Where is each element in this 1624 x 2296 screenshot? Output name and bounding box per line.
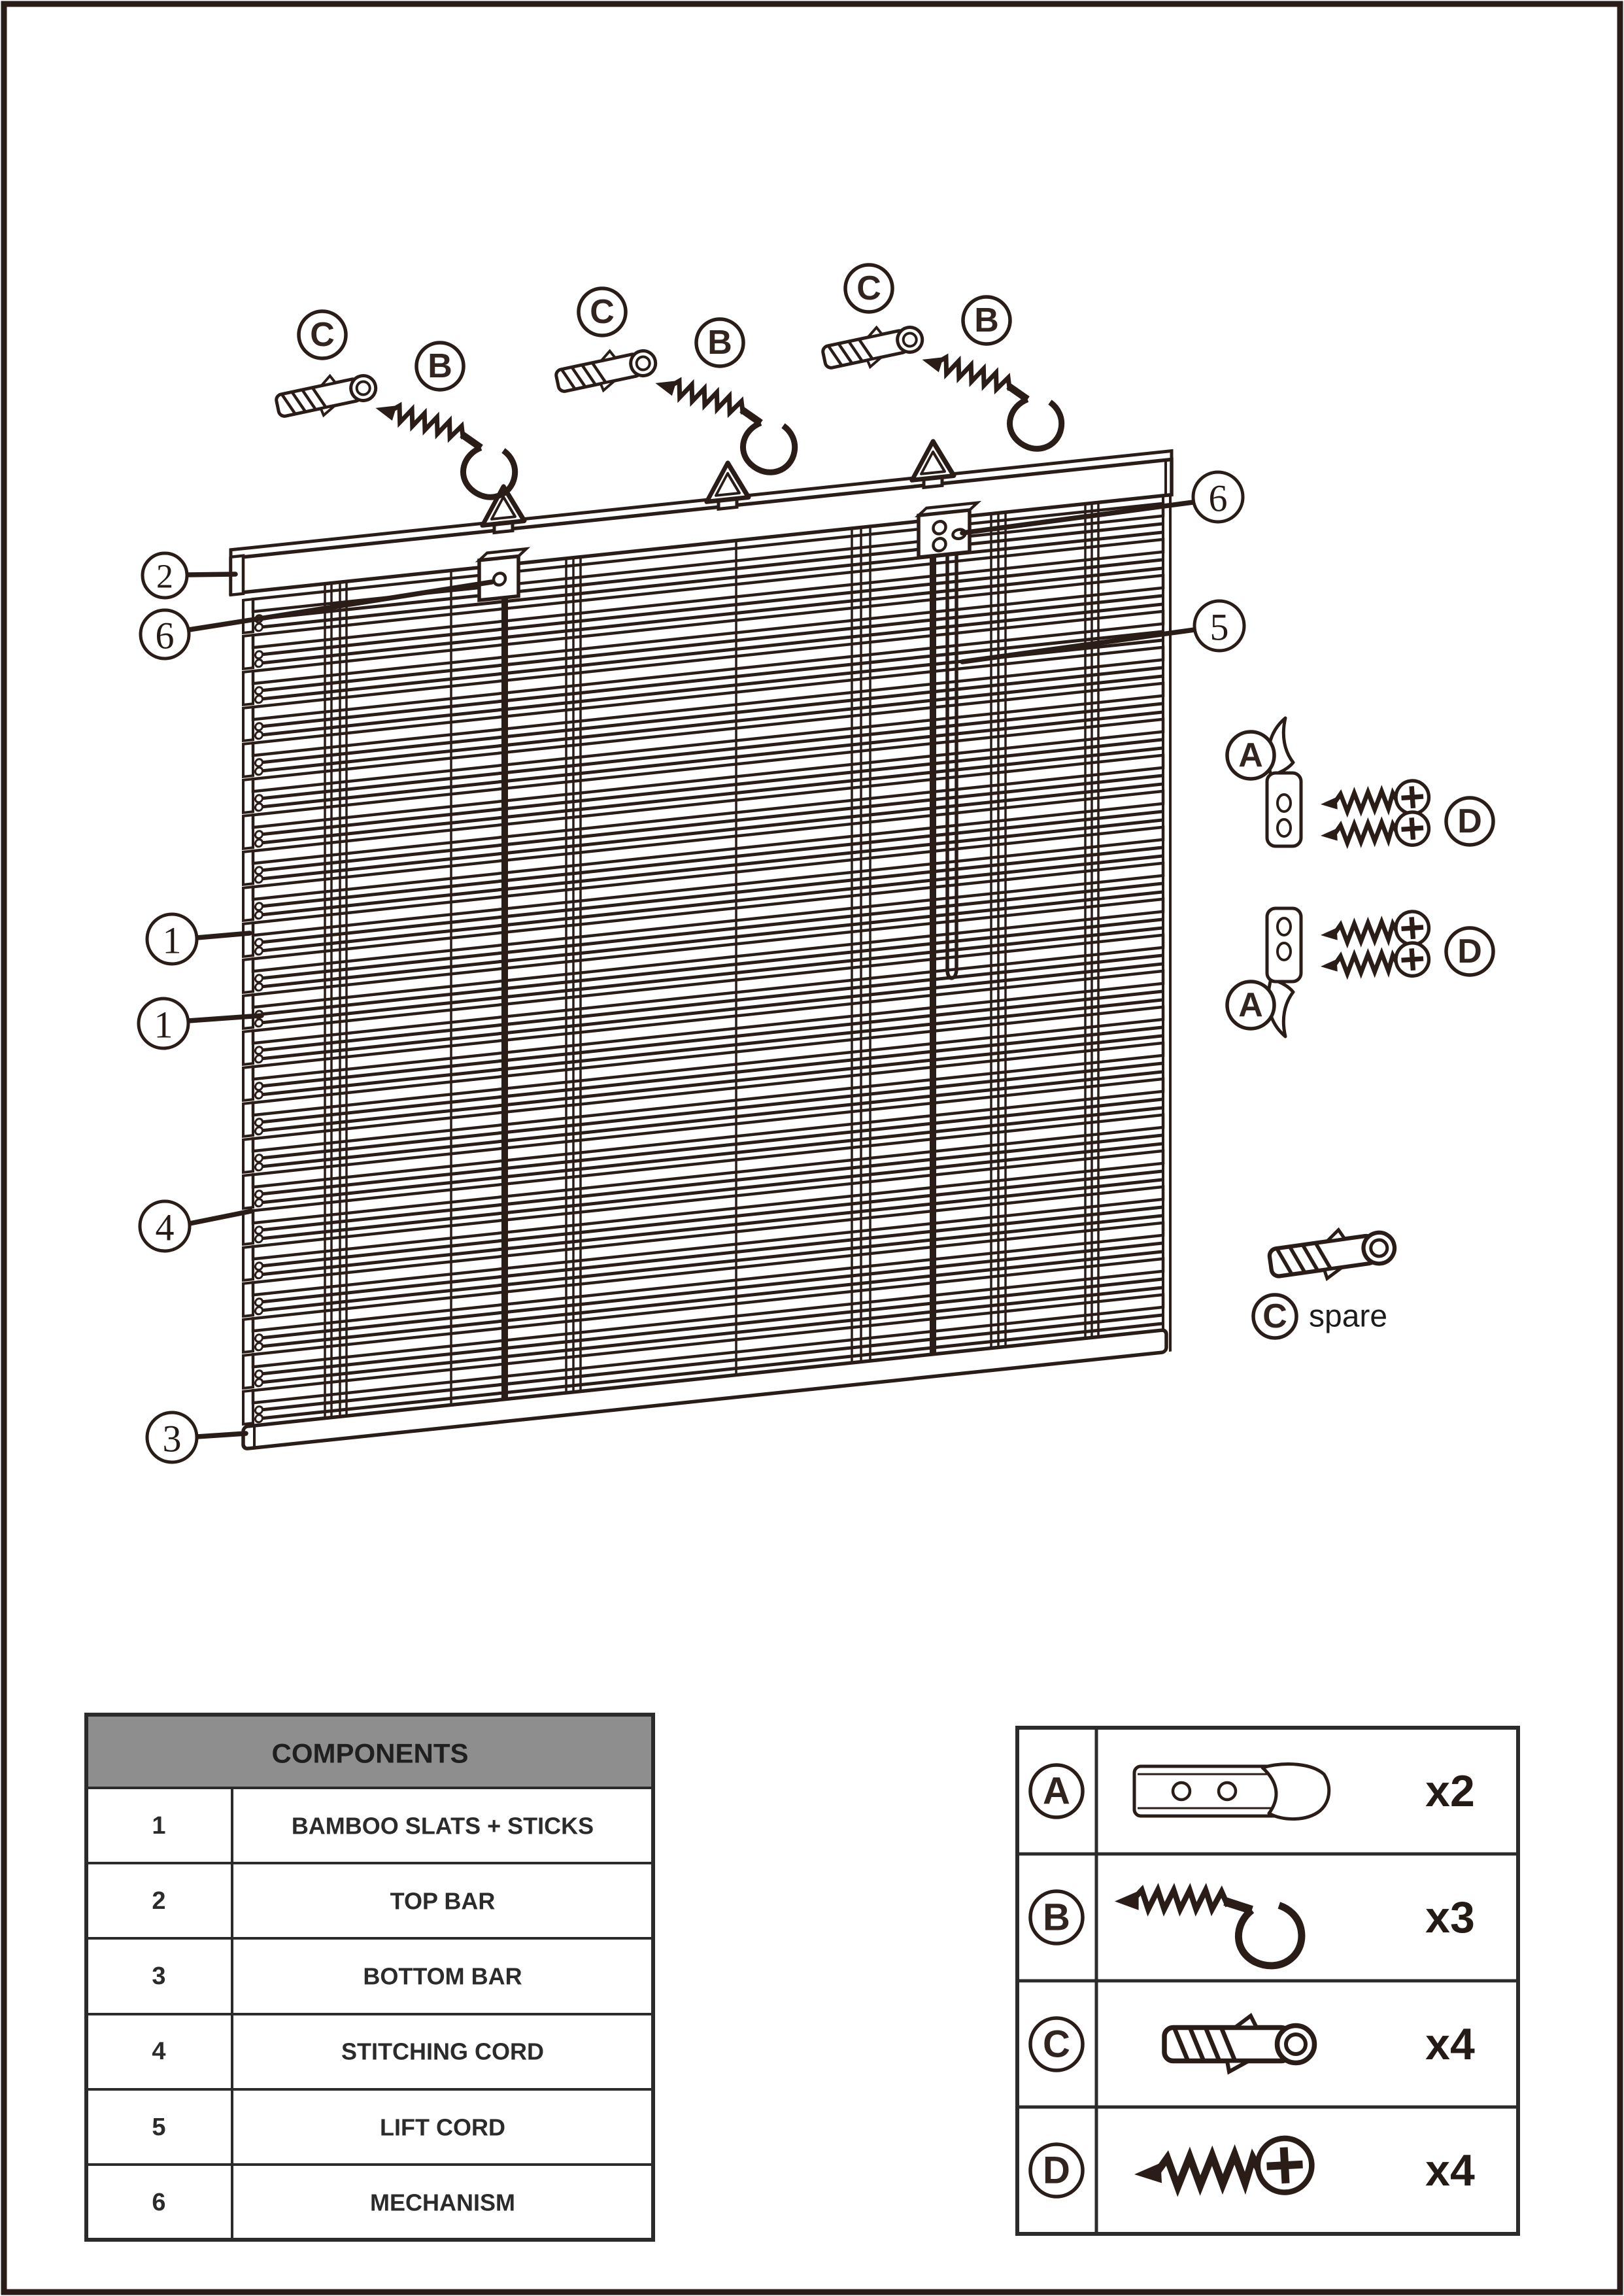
component-name: BOTTOM BAR — [363, 1962, 522, 1990]
component-num: 5 — [152, 2114, 166, 2141]
callout-hook-3 — [963, 297, 1010, 344]
component-num: 3 — [152, 1962, 166, 1990]
hardware-qty-b: x3 — [1425, 1893, 1475, 1942]
hardware-table — [1017, 1728, 1518, 2234]
spare-wall-anchor — [1267, 1222, 1397, 1286]
component-num: 4 — [152, 2038, 166, 2065]
component-name: TOP BAR — [390, 1887, 496, 1915]
callout-anchor-1 — [299, 311, 346, 358]
spare-text: spare — [1309, 1299, 1388, 1334]
bamboo-blind-drawing — [231, 417, 1172, 1450]
anchor-label-2: C — [590, 293, 615, 331]
hook-label-2: B — [707, 324, 732, 362]
cleat-screw-1b — [1319, 811, 1430, 851]
callout-screws-1 — [1446, 798, 1493, 845]
components-table — [86, 1715, 653, 2240]
callout-number: 1 — [162, 919, 182, 962]
anchor-label-1: C — [310, 316, 335, 354]
callout-lift-cord — [1194, 601, 1244, 651]
callout-hook-2 — [696, 319, 743, 366]
callout-anchor-2 — [579, 288, 626, 335]
callout-number: 6 — [155, 614, 175, 657]
wall-anchor-1 — [274, 367, 380, 424]
spare-letter: C — [1262, 1297, 1287, 1335]
mount-bracket-icon — [1134, 1764, 1329, 1819]
callout-number: 2 — [156, 558, 173, 596]
hook-screw-2 — [640, 375, 805, 479]
component-num: 6 — [152, 2189, 166, 2216]
component-name: LIFT CORD — [380, 2114, 505, 2141]
callout-screws-2 — [1446, 928, 1493, 975]
hardware-letter-b: B — [1043, 1896, 1070, 1939]
hook-screw-3 — [907, 351, 1072, 455]
callout-hook-1 — [416, 343, 464, 390]
cleat-screw-2b — [1319, 942, 1430, 982]
callout-spare — [1253, 1295, 1387, 1338]
anchor-label-3: C — [856, 269, 881, 307]
mechanism-bracket-left — [479, 549, 526, 600]
components-table-header: COMPONENTS — [271, 1738, 469, 1769]
wall-anchor-2 — [554, 342, 660, 400]
hardware-qty-c: x4 — [1425, 2019, 1475, 2069]
callout-mechanism-left — [141, 610, 189, 659]
hardware-qty-a: x2 — [1425, 1766, 1475, 1816]
wall-anchor-3 — [820, 318, 926, 376]
component-name: BAMBOO SLATS + STICKS — [291, 1812, 594, 1840]
callout-top-bar — [143, 553, 187, 598]
callout-number: 1 — [154, 1003, 173, 1046]
component-name: STITCHING CORD — [341, 2038, 544, 2065]
hook-screw-1 — [360, 400, 525, 504]
callout-slat — [147, 914, 197, 964]
hardware-letter-d: D — [1043, 2149, 1070, 2192]
hook-label-1: B — [428, 347, 452, 385]
hardware-letter-c: C — [1043, 2023, 1070, 2066]
component-num: 2 — [152, 1887, 166, 1915]
screws-label-2: D — [1457, 933, 1482, 970]
callout-mechanism-right — [1193, 472, 1243, 522]
callout-number: 4 — [155, 1206, 175, 1249]
hardware-qty-d: x4 — [1425, 2146, 1475, 2195]
cleat-bracket-1 — [1267, 718, 1301, 846]
callout-anchor-3 — [845, 265, 892, 312]
hardware-letter-a: A — [1043, 1770, 1070, 1813]
callout-bottom-bar — [147, 1413, 197, 1462]
hook-label-3: B — [974, 301, 999, 339]
callout-stitching-cord — [140, 1201, 190, 1251]
callout-cleat-2 — [1227, 982, 1274, 1029]
callout-stick — [139, 999, 188, 1048]
cleat-label-2: A — [1238, 986, 1263, 1024]
callout-number: 6 — [1208, 477, 1228, 520]
callout-cleat-1 — [1227, 732, 1274, 779]
callout-number: 3 — [162, 1417, 182, 1460]
callout-number: 5 — [1210, 606, 1229, 649]
component-name: MECHANISM — [370, 2189, 515, 2216]
cleat-label-1: A — [1238, 736, 1263, 774]
bamboo-slats — [243, 504, 1163, 1424]
component-num: 1 — [152, 1812, 166, 1840]
screws-label-1: D — [1457, 802, 1482, 840]
